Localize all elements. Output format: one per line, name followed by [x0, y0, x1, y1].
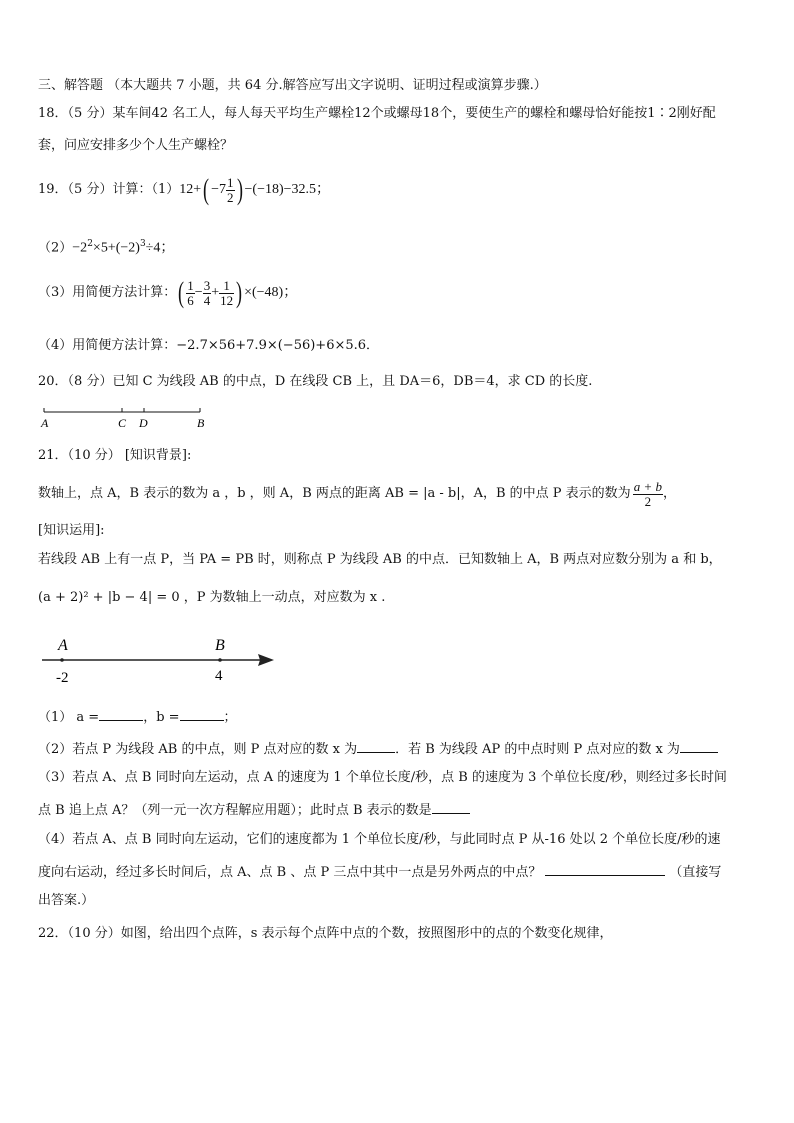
q21-apply-line1: 若线段 AB 上有一点 P，当 PA = PB 时，则称点 P 为线段 AB 的中点．已知数轴上 A，B 两点对应数分别为 a 和 b， [38, 552, 722, 567]
fraction-numerator: 1 [219, 279, 234, 294]
q21-sub3-line1: （3）若点 A、点 B 同时向左运动，点 A 的速度为 1 个单位长度/秒，点 B 的速度为 3 个单位长度/秒，则经过多长时间 [38, 770, 727, 785]
q19-p2-exp2: 3 [139, 239, 146, 249]
left-paren: ( [203, 173, 210, 206]
sub1-b-label: ，b = [143, 710, 180, 725]
fraction-numerator: a + b [633, 478, 662, 494]
right-paren: ) [236, 173, 243, 206]
fraction-denominator: 12 [220, 292, 234, 308]
sub4-text-b: （直接写 [669, 865, 722, 880]
label-b: B [197, 416, 205, 430]
q21-background-tail: ， [662, 486, 676, 501]
right-paren: ) [236, 276, 243, 309]
fraction-denominator: 6 [187, 292, 194, 308]
q19-p3-fraction-3 [219, 279, 234, 308]
sub1-a-label: （1） a = [38, 710, 100, 725]
q19-p3-fraction-1 [186, 279, 195, 308]
fraction-denominator: 2 [227, 189, 234, 205]
point-a [60, 658, 64, 662]
answer-blank-time[interactable] [545, 863, 665, 876]
q19-p2-expr-c: ÷4； [145, 240, 175, 256]
sub3-text: 点 B 追上点 A？（列一元一次方程解应用题）；此时点 B 表示的数是 [38, 803, 432, 818]
q21-apply-header: [知识运用]: [38, 523, 105, 538]
q21-sub2 [38, 740, 718, 758]
q21-sub4-line3: 出答案.） [38, 893, 95, 908]
q19-p3-tail: ×(−48)； [244, 285, 298, 300]
fraction-numerator: 1 [187, 277, 194, 293]
q22-text: 22．（10 分）如图，给出四个点阵，s 表示每个点阵中点的个数，按照图形中的点的个数变化规律， [38, 926, 613, 941]
sub2-text-b: ．若 B 为线段 AP 的中点时则 P 点对应的数 x 为 [395, 742, 680, 757]
q19-header: 19．（5 分）计算：（1） [38, 182, 180, 197]
q19-p3-fraction-2 [203, 279, 212, 308]
fraction-numerator: 3 [203, 277, 211, 293]
q19-p1-neg7: −7 [211, 182, 227, 197]
q21-sub4-line1: （4）若点 A、点 B 同时向左运动，它们的速度都为 1 个单位长度/秒，与此同时点 P 从-16 处以 2 个单位长度/秒的速 [38, 832, 721, 847]
q19-p2-expr-b: ×5+(−2) [92, 240, 140, 256]
answer-blank-midpoint[interactable] [357, 740, 395, 753]
q19-part1 [38, 172, 330, 208]
q19-p1-fraction [226, 176, 235, 205]
q19-p3-label: （3）用简便方法计算： [38, 285, 177, 300]
fraction-numerator: 1 [227, 174, 234, 190]
sub2-text-a: （2）若点 P 为线段 AB 的中点，则 P 点对应的数 x 为 [38, 742, 358, 757]
label-a: A [41, 416, 49, 430]
fraction-denominator: 4 [203, 292, 211, 308]
label-d: D [139, 416, 148, 430]
q20-segment-figure [36, 404, 216, 434]
q19-p1-expr-b: −(−18)−32.5； [244, 182, 331, 197]
q20-text: 20．（8 分）已知 C 为线段 AB 的中点，D 在线段 CB 上，且 DA＝6，DB＝4，求 CD 的长度. [38, 374, 593, 389]
left-paren: ( [178, 276, 185, 309]
q21-sub4-line2 [38, 863, 721, 881]
q21-number-line [36, 634, 286, 686]
midpoint-fraction [633, 480, 663, 509]
answer-blank-b[interactable] [180, 708, 224, 721]
q21-background-line [38, 476, 676, 512]
q21-header: 21．（10 分） [知识背景]: [38, 448, 192, 463]
plus-sign: + [211, 285, 220, 300]
q19-p2-label: （2） [38, 240, 73, 256]
q19-part2 [38, 236, 174, 256]
point-b [218, 658, 222, 662]
sub1-tail: ； [223, 710, 237, 725]
value-b: 4 [215, 668, 223, 684]
label-a: A [58, 637, 68, 654]
q21-apply-line2: (a + 2)² + |b − 4| = 0 ，P 为数轴上一动点，对应数为 x . [38, 590, 386, 605]
q21-background-text: 数轴上，点 A，B 表示的数为 a ，b ，则 A，B 两点的距离 AB = |a - b|，A，B 的中点 P 表示的数为 [38, 486, 631, 501]
section-heading: 三、解答题 （本大题共 7 小题，共 64 分.解答应写出文字说明、证明过程或演算步骤.） [38, 78, 547, 93]
fraction-denominator: 2 [644, 493, 652, 509]
minus-sign: − [194, 285, 203, 300]
q18-line1: 18．（5 分）某车间42 名工人，每人每天平均生产螺栓12个或螺母18个，要使生产的螺栓和螺母恰好能按1∶2刚好配 [38, 106, 716, 121]
arrow-icon [258, 654, 274, 666]
label-c: C [118, 416, 127, 430]
q19-p2-expr-a: −2 [72, 240, 88, 256]
sub4-text-a: 度向右运动，经过多长时间后，点 A、点 B 、点 P 三点中其中一点是另外两点的中点？ [38, 865, 542, 880]
answer-blank-p[interactable] [680, 740, 718, 753]
q19-p2-exp1: 2 [87, 239, 93, 249]
answer-blank-b-position[interactable] [432, 801, 470, 814]
q18-line2: 套，问应安排多少个人生产螺栓？ [38, 138, 234, 153]
q19-part3 [38, 275, 297, 311]
q21-sub3-line2 [38, 801, 470, 819]
label-b: B [215, 637, 225, 654]
answer-blank-a[interactable] [99, 708, 143, 721]
q19-p1-expr-a: 12+ [179, 182, 202, 197]
q21-sub1 [38, 708, 237, 726]
q19-part4: （4）用简便方法计算：−2.7×56+7.9×(−56)+6×5.6． [38, 338, 380, 353]
value-a: -2 [56, 670, 69, 686]
